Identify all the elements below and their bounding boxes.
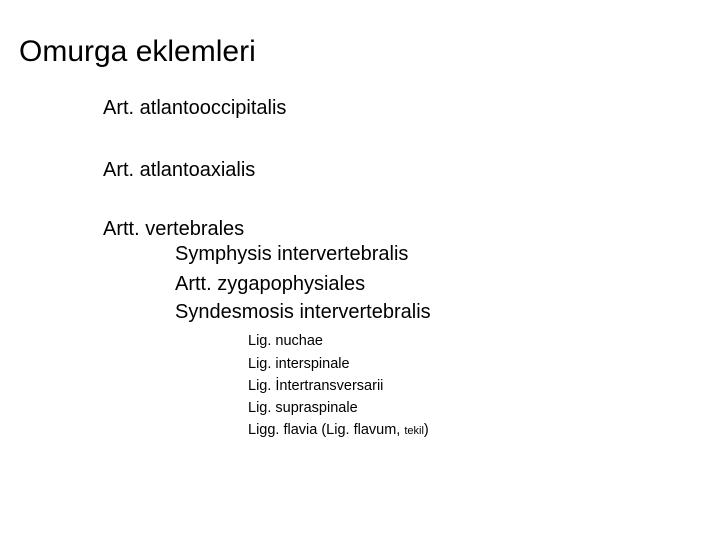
ligg-flavia	[248, 421, 429, 440]
sub-syndesmosis: Syndesmosis intervertebralis	[175, 301, 431, 323]
sub-zygapophysiales: Artt. zygapophysiales	[175, 273, 366, 295]
lig-nuchae: Lig. nuchae	[248, 333, 323, 349]
item-vertebrales: Artt. vertebrales	[103, 218, 245, 240]
sub-symphysis: Symphysis intervertebralis	[175, 243, 409, 265]
lig-intertransversarii: Lig. İntertransversarii	[248, 378, 384, 394]
lig-supraspinale: Lig. supraspinale	[248, 400, 358, 416]
slide-title: Omurga eklemleri	[19, 35, 256, 68]
ligg-flavia-close: )	[423, 422, 429, 438]
item-atlantoaxialis: Art. atlantoaxialis	[103, 159, 256, 181]
lig-interspinale: Lig. interspinale	[248, 356, 350, 372]
ligg-flavia-note: tekil	[404, 425, 424, 437]
ligg-flavia-main: Ligg. flavia (Lig. flavum,	[248, 422, 401, 438]
item-atlantooccipitalis: Art. atlantooccipitalis	[103, 97, 287, 119]
